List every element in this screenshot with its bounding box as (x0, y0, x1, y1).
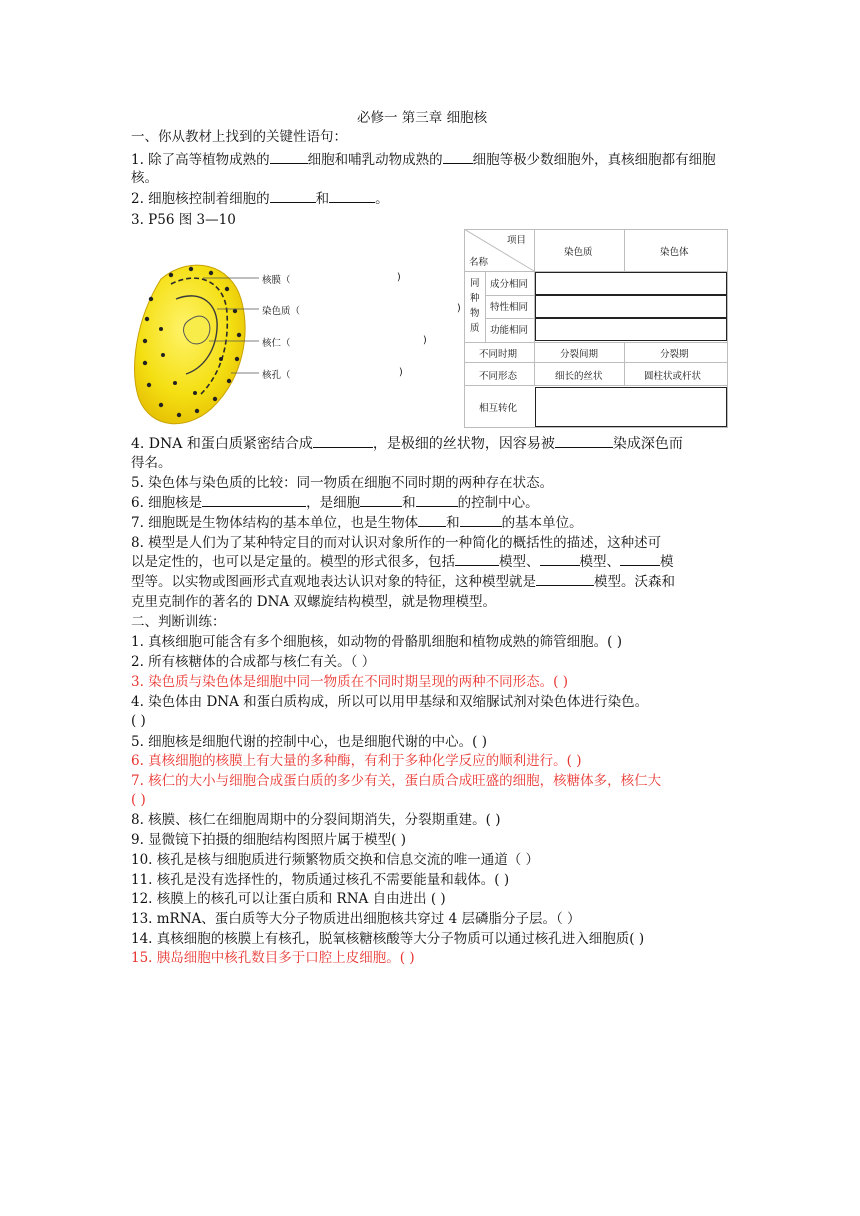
time-chromatin: 分裂间期 (560, 349, 599, 360)
blank[interactable] (202, 494, 306, 507)
blank[interactable] (620, 553, 660, 566)
answer-box[interactable] (535, 272, 727, 295)
judge-item-12: 12. 核膜上的核孔可以让蛋白质和 RNA 自由进出 ( ) (131, 891, 446, 907)
label-nuclear-pore: 核孔（ (262, 370, 291, 381)
judge-item-13: 13. mRNA、蛋白质等大分子物质进出细胞核共穿过 4 层磷脂分子层。（ ） (131, 911, 581, 927)
answer-box[interactable] (535, 318, 727, 341)
comparison-table (464, 229, 728, 428)
question-4: 4. DNA 和蛋白质紧密结合成 ，是极细的丝状物，因容易被 染成深色而 (131, 436, 683, 452)
same-label-3: 物 (470, 308, 480, 319)
question-8-line2: 以是定性的，也可以是定量的。模型的形式很多，包括 模型、 模型、 模 (131, 554, 674, 570)
judge-item-1: 1. 真核细胞可能含有多个细胞核，如动物的骨骼肌细胞和植物成熟的筛管细胞。( ) (131, 634, 622, 650)
judge-item-7: 7. 核仁的大小与细胞合成蛋白质的多少有关，蛋白质合成旺盛的细胞，核糖体多，核仁大 (131, 773, 662, 789)
row-form: 不同形态 (479, 371, 518, 382)
judge-item-5: 5. 细胞核是细胞代谢的控制中心，也是细胞代谢的中心。( ) (131, 734, 487, 750)
question-5: 5. 染色体与染色质的比较：同一物质在细胞不同时期的两种存在状态。 (131, 475, 554, 491)
label-nuclear-envelope: 核膜（ (262, 275, 291, 286)
label-chromatin: 染色质（ (262, 306, 301, 317)
blank[interactable] (329, 190, 375, 203)
blank[interactable] (360, 494, 402, 507)
question-4-cont: 得名。 (131, 455, 172, 471)
judge-item-9: 9. 显微镜下拍摄的细胞结构图照片属于模型( ) (131, 832, 406, 848)
label-nucleolus: 核仁（ (262, 338, 291, 349)
row-same-property: 特性相同 (490, 302, 529, 313)
form-chromosome: 圆柱状或杆状 (644, 371, 702, 382)
section-1-heading: 一、你从教材上找到的关键性语句： (131, 129, 347, 145)
page-title: 必修一 第三章 细胞核 (357, 110, 488, 126)
row-same-composition: 成分相同 (490, 279, 529, 290)
same-label-2: 种 (470, 293, 480, 304)
question-8-line3: 型等。以实物或图画形式直观地表达认识对象的特征，这种模型就是 模型。沃森和 (131, 574, 675, 590)
time-chromosome: 分裂期 (660, 349, 689, 360)
blank[interactable] (416, 494, 458, 507)
same-label-4: 质 (470, 323, 480, 334)
blank[interactable] (313, 435, 373, 448)
blank[interactable] (443, 151, 473, 164)
judge-item-4-answer: ( ) (131, 713, 146, 729)
judge-item-14: 14. 真核细胞的核膜上有核孔，脱氧核糖核酸等大分子物质可以通过核孔进入细胞质( ) (131, 931, 645, 947)
question-7: 7. 细胞既是生物体结构的基本单位，也是生物体 和 的基本单位。 (131, 515, 583, 531)
judge-item-8: 8. 核膜、核仁在细胞周期中的分裂间期消失，分裂期重建。( ) (131, 812, 501, 828)
blank[interactable] (418, 514, 446, 527)
same-label-1: 同 (470, 278, 480, 289)
blank[interactable] (455, 553, 499, 566)
judge-item-7-answer: ( ) (131, 792, 146, 808)
col-chromosome: 染色体 (660, 247, 689, 258)
blank[interactable] (555, 435, 613, 448)
header-item: 项目 (507, 235, 527, 246)
paren-close: ) (397, 272, 401, 283)
question-1: 1. 除了高等植物成熟的 细胞和哺乳动物成熟的 细胞等极少数细胞外，真核细胞都有细胞 (131, 152, 716, 168)
question-8: 8. 模型是人们为了某种特定目的而对认识对象所作的一种简化的概括性的描述，这种述可 (131, 535, 662, 551)
question-1-cont: 核。 (131, 170, 158, 186)
blank[interactable] (270, 190, 316, 203)
judge-item-10: 10. 核孔是核与细胞质进行频繁物质交换和信息交流的唯一通道（ ） (131, 852, 540, 868)
row-convert: 相互转化 (479, 403, 518, 414)
paren-close: ) (423, 335, 427, 346)
form-chromatin: 细长的丝状 (555, 371, 603, 382)
paren-close: ) (457, 303, 461, 314)
col-chromatin: 染色质 (564, 247, 593, 258)
blank[interactable] (270, 151, 308, 164)
question-8-line4: 克里克制作的著名的 DNA 双螺旋结构模型，就是物理模型。 (131, 594, 496, 610)
judge-item-3: 3. 染色质与染色体是细胞中同一物质在不同时期呈现的两种不同形态。( ) (131, 674, 568, 690)
question-2: 2. 细胞核控制着细胞的 和 。 (131, 191, 389, 207)
judge-item-4: 4. 染色体由 DNA 和蛋白质构成，所以可以用甲基绿和双缩脲试剂对染色体进行染色。 (131, 694, 649, 710)
blank[interactable] (536, 573, 594, 586)
nucleus-figure (131, 259, 461, 430)
question-6: 6. 细胞核是 ，是细胞 和 的控制中心。 (131, 495, 539, 511)
row-same-function: 功能相同 (490, 325, 529, 336)
question-3: 3. P56 图 3—10 (131, 212, 236, 228)
judge-item-11: 11. 核孔是没有选择性的，物质通过核孔不需要能量和载体。( ) (131, 872, 510, 888)
blank[interactable] (460, 514, 502, 527)
answer-box[interactable] (535, 387, 727, 427)
paren-close: ) (399, 367, 403, 378)
judge-item-6: 6. 真核细胞的核膜上有大量的多种酶，有利于多种化学反应的顺利进行。( ) (131, 753, 582, 769)
section-2-heading: 二、判断训练： (131, 614, 226, 630)
nucleus-illustration (131, 259, 461, 430)
answer-box[interactable] (535, 295, 727, 318)
judge-item-2: 2. 所有核糖体的合成都与核仁有关。（ ） (131, 654, 376, 670)
blank[interactable] (540, 553, 580, 566)
header-name: 名称 (469, 257, 489, 268)
judge-item-15: 15. 胰岛细胞中核孔数目多于口腔上皮细胞。( ) (131, 950, 415, 966)
row-time: 不同时期 (479, 349, 518, 360)
